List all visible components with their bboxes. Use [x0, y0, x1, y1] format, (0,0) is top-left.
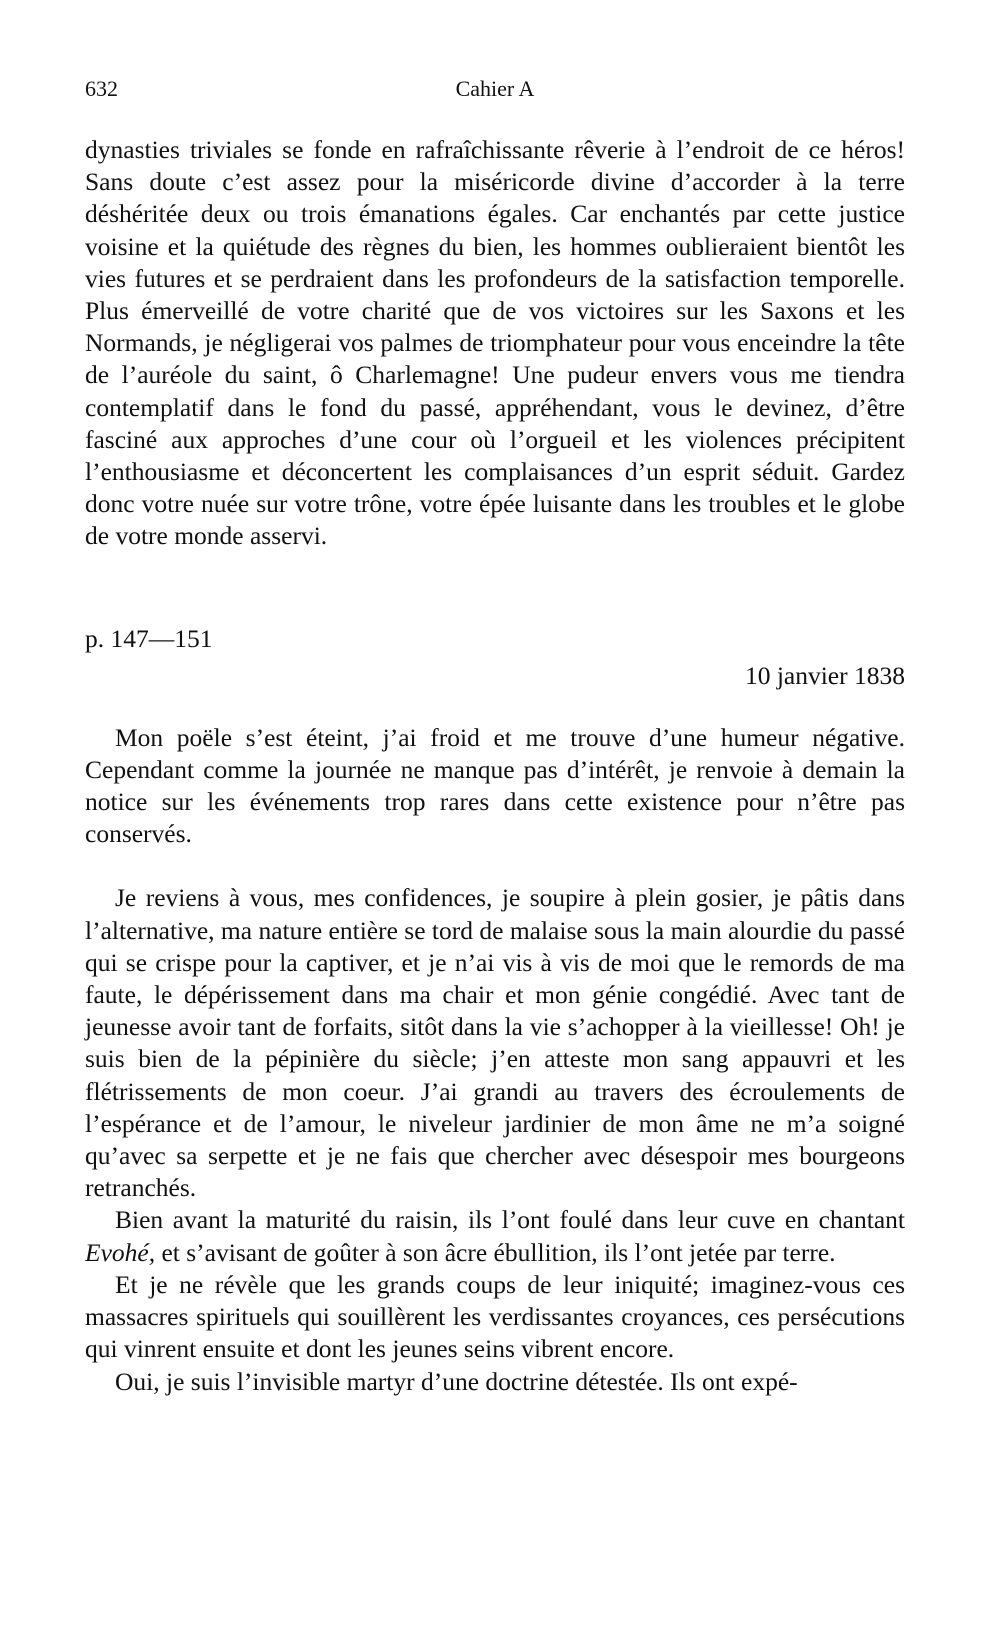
- paragraph-martyr: Oui, je suis l’invisible martyr d’une doctrine détestée. Ils ont expé-: [115, 1366, 798, 1396]
- running-title: Cahier A: [455, 76, 535, 101]
- page-reference: p. 147—151: [85, 623, 213, 653]
- running-head: [85, 70, 905, 106]
- paragraph-confidences: Je reviens à vous, mes confidences, je soupire à plein gosier, je pâtis dans l’alternative, ma nature entière se tord de malaise sous la main alourdie du passé qui se crispe pour la captiver, et je n’ai vis à vis de moi que le remords de ma faute, le dépérissement dans ma chair et mon génie congédié. Avec tant de jeunesse avoir tant de forfaits, sitôt dans la vie s’achopper à la vieillesse! Oh! je suis bien de la pépinière du siècle; j’en atteste mon sang appauvri et les flétrissements de mon coeur. J’ai grandi au travers des écroulements de l’espérance et de l’amour, le niveleur jardinier de mon âme ne m’a soigné qu’avec sa serpette et je ne fais que chercher avec désespoir mes bourgeons retranchés.: [85, 883, 905, 1203]
- italic-evohe: Evohé,: [85, 1237, 156, 1267]
- paragraph-raisin: [85, 1204, 905, 1268]
- paragraph-iniquite: Et je ne révèle que les grands coups de leur iniquité; imaginez-vous ces massacres spirituels qui souillèrent les verdissantes croyances, ces persécutions qui vinrent ensuite et dont les jeunes seins vibrent encore.: [85, 1269, 905, 1364]
- entry-date: 10 janvier 1838: [744, 660, 905, 690]
- paragraph-raisin-start: Bien avant la maturité du raisin, ils l’ont foulé dans leur cuve en chantant: [115, 1205, 905, 1235]
- page: [85, 70, 905, 1610]
- page-number: 632: [85, 76, 118, 101]
- paragraph-poele: Mon poële s’est éteint, j’ai froid et me trouve d’une humeur négative. Cependant comme la journée ne manque pas d’intérêt, je renvoie à demain la notice sur les événements trop rares dans cette existence pour n’être pas conservés.: [85, 722, 905, 849]
- paragraph-charlemagne: dynasties triviales se fonde en rafraîchissante rêverie à l’endroit de ce héros! Sans doute c’est assez pour la miséricorde divine d’accorder à la terre déshéritée deux ou trois émanations égales. Car enchantés par cette justice voisine et la quiétude des règnes du bien, les hommes oublieraient bientôt les vies futures et se perdraient dans les profondeurs de la satisfaction temporelle. Plus émerveillé de votre charité que de vos victoires sur les Saxons et les Normands, je négligerai vos palmes de triomphateur pour vous enceindre la tête de l’auréole du saint, ô Charlemagne! Une pudeur envers vous me tiendra contemplatif dans le fond du passé, appréhendant, vous le devinez, d’être fasciné aux approches d’une cour où l’orgueil et les violences précipitent l’enthousiasme et déconcertent les complaisances d’un esprit séduit. Gardez donc votre nuée sur votre trône, votre épée luisante dans les troubles et le globe de votre monde asservi.: [85, 135, 905, 551]
- paragraph-raisin-end: et s’avisant de goûter à son âcre ébullition, ils l’ont jetée par terre.: [155, 1237, 836, 1267]
